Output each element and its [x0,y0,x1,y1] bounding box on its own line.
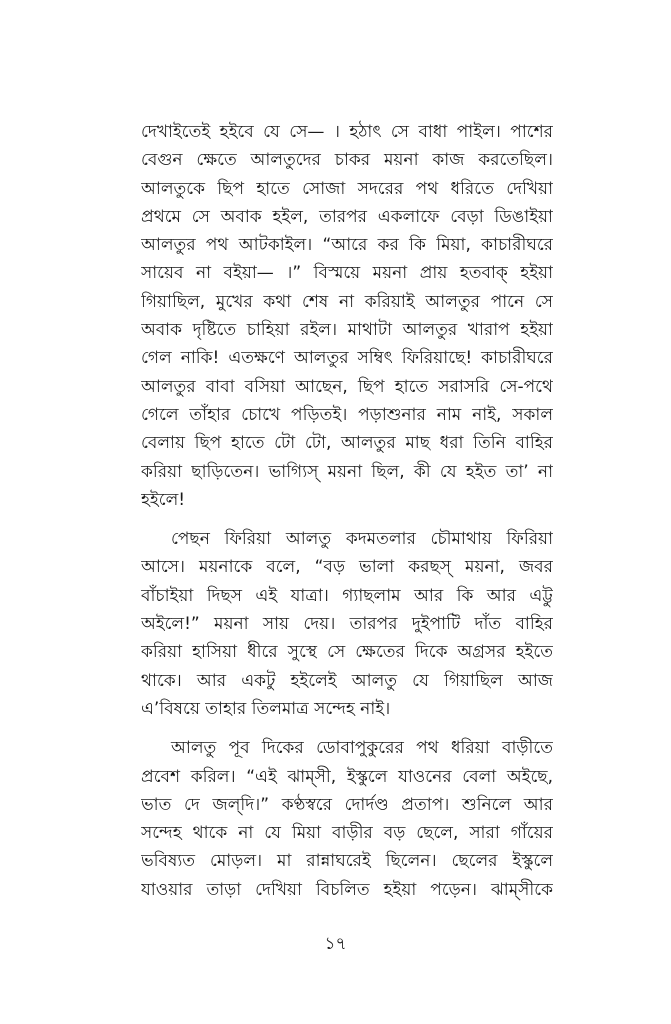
text-line: আসে। ময়নাকে বলে, “বড় ভালা করছস্ ময়না, জবর [141,557,553,578]
text-line: আলতুর পথ আটকাইল। “আরে কর কি মিয়া, কাচারীঘরে [141,235,553,256]
text-line: ভাত দে জল্‌দি।” কণ্ঠস্বরে দোর্দণ্ড প্রতাপ। শুনিলে আর [141,794,553,815]
text-line: যাওয়ার তাড়া দেখিয়া বিচলিত হইয়া পড়েন। ঝাম্‌সীকে [141,879,553,900]
text-line: গেল নাকি! এতক্ষণে আলতুর সম্বিৎ ফিরিয়াছে! কাচারীঘরে [141,348,553,369]
text-line: প্রবেশ করিল। “এই ঝাম্‌সী, ইস্কুলে যাওনের বেলা অইছে, [141,766,553,787]
text-line: দেখাইতেই হইবে যে সে— । হঠাৎ সে বাধা পাইল। পাশের [141,122,553,142]
text-line: প্রথমে সে অবাক হইল, তারপর একলাফে বেড়া ডিঙাইয়া [141,206,553,227]
text-line: বাঁচাইয়া দিছস এই যাত্রা। গ্যাছলাম আর কি আর এট্টু [141,585,553,606]
text-line: এ’বিষয়ে তাহার তিলমাত্র সন্দেহ নাই। [141,698,391,719]
text-line: বেগুন ক্ষেতে আলতুদের চাকর ময়না কাজ করতেছিল। [141,150,553,171]
text-line: করিয়া হাসিয়া ধীরে সুস্থে সে ক্ষেতের দিকে অগ্রসর হইতে [141,642,553,663]
text-line: ভবিষ্যত মোড়ল। মা রান্নাঘরেই ছিলেন। ছেলের ইস্কুলে [141,851,553,872]
text-line: সন্দেহ থাকে না যে মিয়া বাড়ীর বড় ছেলে, সারা গাঁয়ের [141,823,553,844]
text-line: করিয়া ছাড়িতেন। ভাগ্যিস্ ময়না ছিল, কী যে হইত তা’ না [141,461,553,482]
text-line: গেলে তাঁহার চোখে পড়িতই। পড়াশুনার নাম নাই, সকাল [141,404,553,425]
text-line: আলতু পূব দিকের ডোবাপুকুরের পথ ধরিয়া বাড়ীতে [171,738,553,759]
paragraph-3 [141,734,553,904]
paragraph-2 [141,525,553,723]
text-line: পেছন ফিরিয়া আলতু কদমতলার চৌমাথায় ফিরিয়া [171,529,553,550]
text-line: সায়েব না বইয়া— ।” বিস্ময়ে ময়না প্রায় হতবাক্ হইয়া [141,263,553,284]
text-line: অবাক দৃষ্টিতে চাহিয়া রইল। মাথাটা আলতুর খারাপ হইয়া [141,320,553,341]
text-line: হইলে! [141,489,186,510]
body-text [141,118,553,904]
paragraph-1 [141,118,553,514]
text-line: অইলে!” ময়না সায় দেয়। তারপর দুইপাটি দাঁত বাহির [141,614,553,635]
text-line: বেলায় ছিপ হাতে টো টো, আলতুর মাছ ধরা তিনি বাহির [141,433,553,454]
text-line: আলতুর বাবা বসিয়া আছেন, ছিপ হাতে সরাসরি সে-পথে [141,376,553,397]
text-line: থাকে। আর একটু হইলেই আলতু যে গিয়াছিল আজ [141,670,553,691]
text-line: আলতুকে ছিপ হাতে সোজা সদরের পথ ধরিতে দেখিয়া [141,178,553,199]
paragraph-gap [141,514,553,525]
text-line: গিয়াছিল, মুখের কথা শেষ না করিয়াই আলতুর পানে সে [141,291,553,312]
paragraph-gap [141,723,553,734]
page-number: ১৭ [324,934,347,954]
